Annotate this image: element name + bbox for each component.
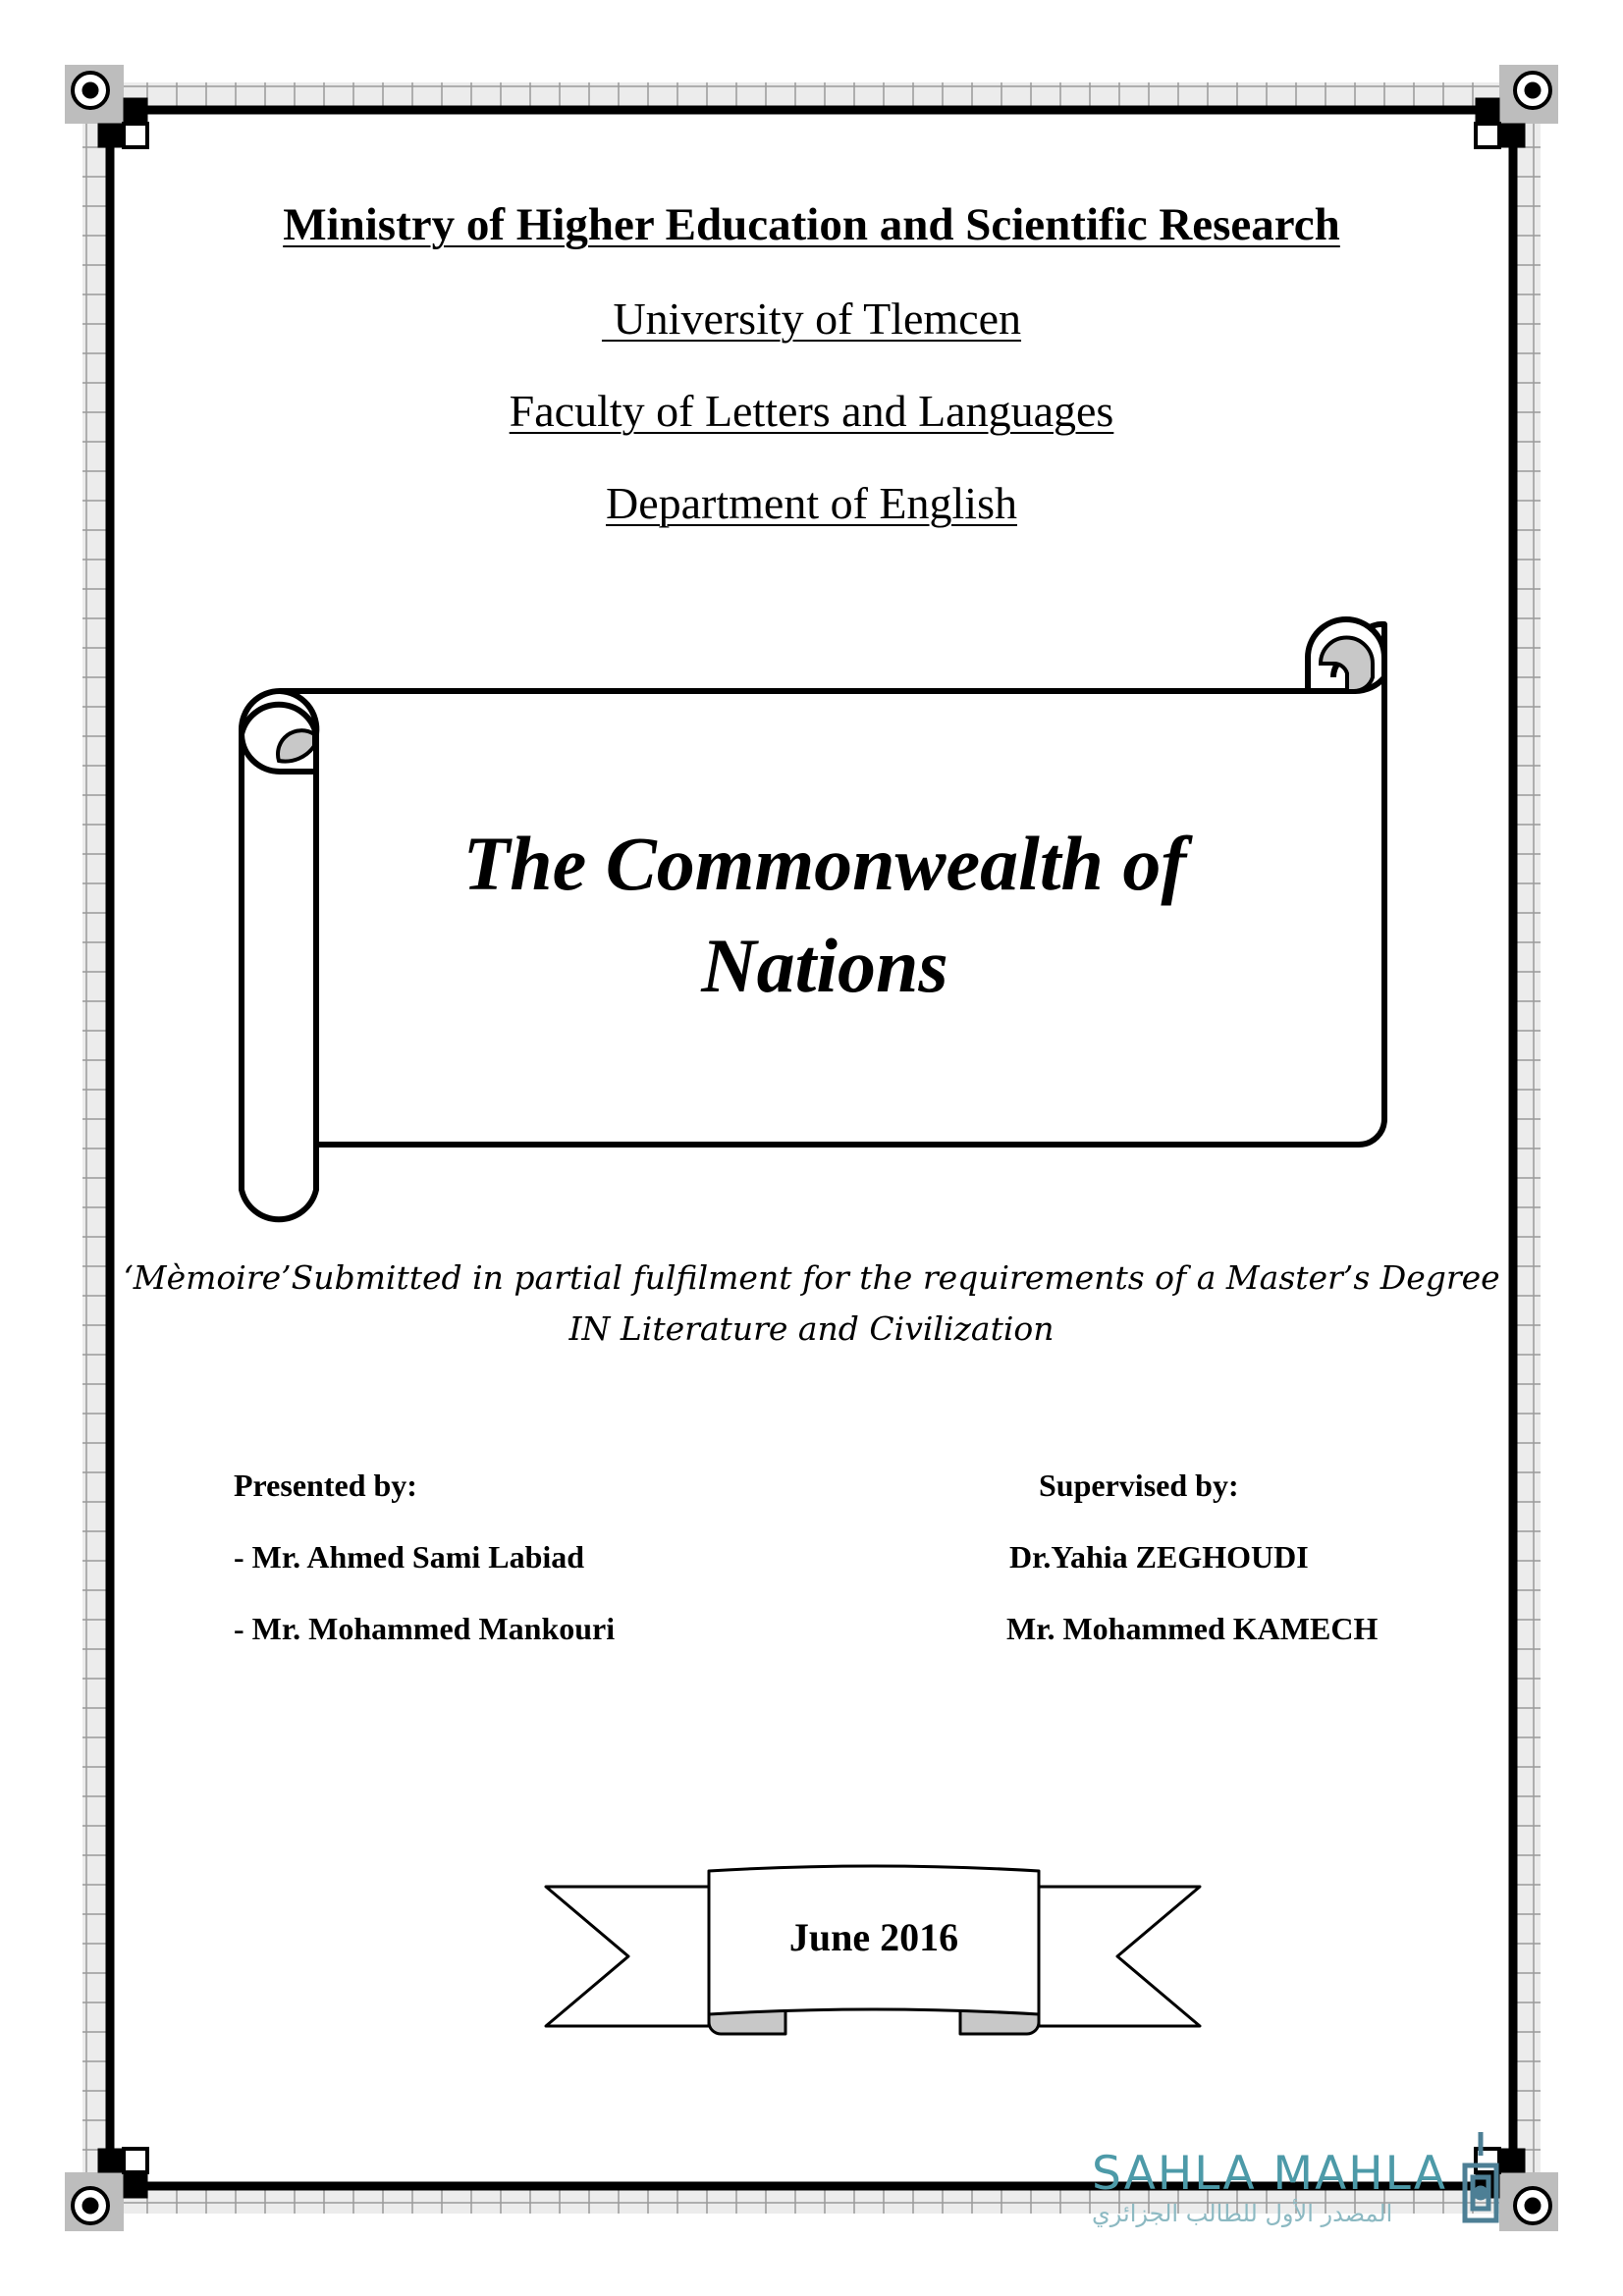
faculty-heading: Faculty of Letters and Languages xyxy=(509,386,1114,436)
supervised-by-label: Supervised by: xyxy=(1039,1468,1239,1503)
supervisor-name: Mr. Mohammed KAMECH xyxy=(1006,1611,1379,1646)
submission-date: June 2016 xyxy=(788,1915,959,1959)
student-name: - Mr. Mohammed Mankouri xyxy=(234,1611,616,1646)
student-name: - Mr. Ahmed Sami Labiad xyxy=(234,1539,585,1575)
thesis-title xyxy=(334,813,1316,1017)
department-heading: Department of English xyxy=(605,478,1017,528)
watermark-logo-icon xyxy=(1451,2126,1510,2234)
ministry-heading: Ministry of Higher Education and Scientific Research xyxy=(283,199,1340,250)
degree-field: IN Literature and Civilization xyxy=(568,1309,1055,1348)
submission-statement: ‘Mèmoire’Submitted in partial fulfilment for the requirements of a Master’s Degree xyxy=(123,1258,1500,1297)
thesis-title-line-1: The Commonwealth of xyxy=(462,821,1187,906)
watermark-tagline: المصدر الأول للطالب الجزائري xyxy=(1092,2200,1393,2227)
presented-by-label: Presented by: xyxy=(234,1468,417,1503)
supervisor-name: Dr.Yahia ZEGHOUDI xyxy=(1009,1539,1309,1575)
university-heading: University of Tlemcen xyxy=(601,294,1022,344)
thesis-title-line-2: Nations xyxy=(701,923,948,1008)
watermark-name: SAHLA MAHLA xyxy=(1092,2147,1448,2201)
